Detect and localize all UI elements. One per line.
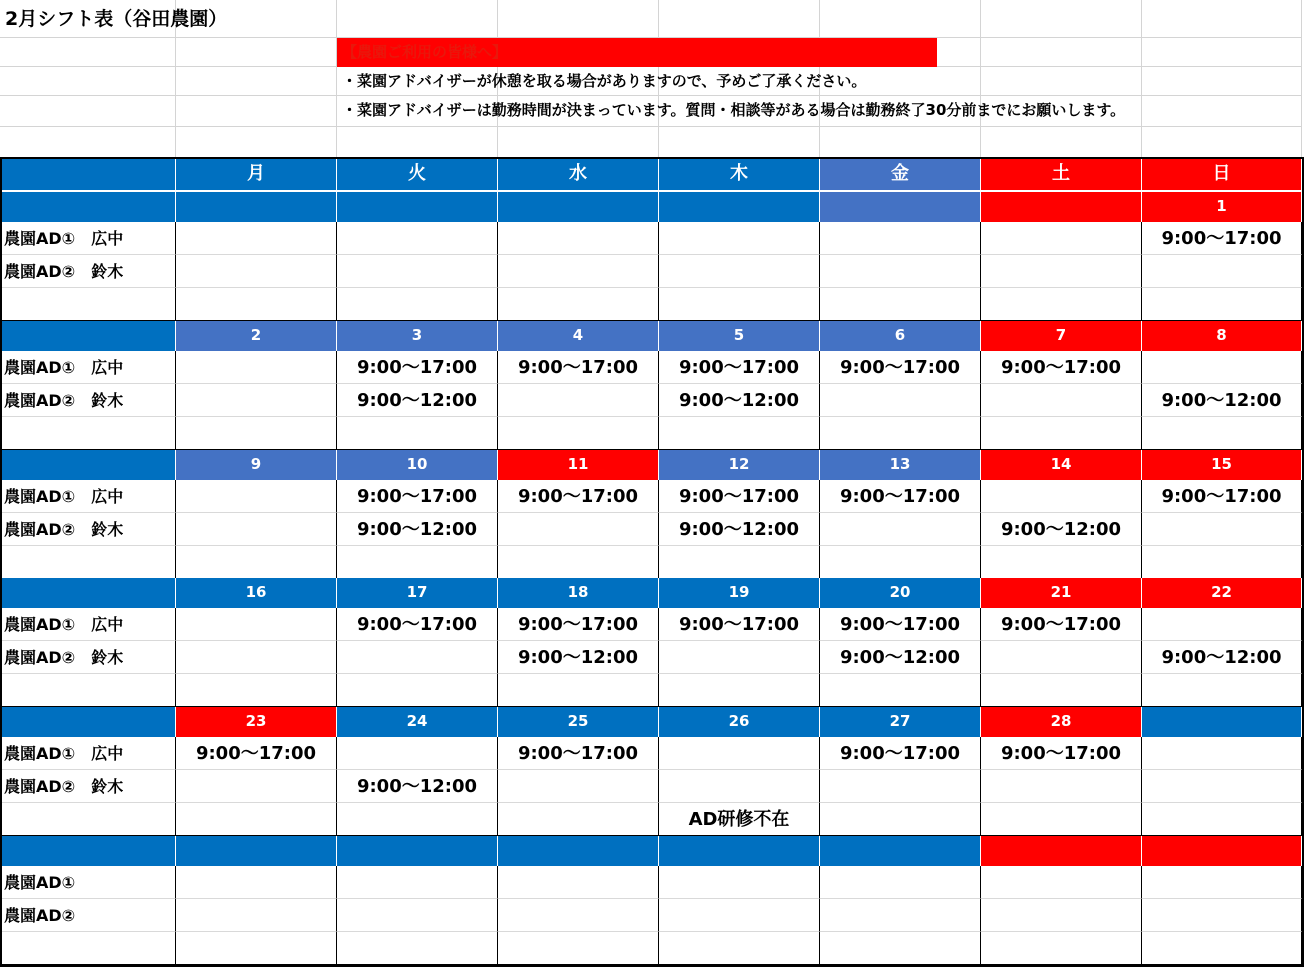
shift-cell[interactable] <box>820 770 981 803</box>
sheet-cell[interactable] <box>337 127 498 158</box>
staff-name[interactable]: 農園AD② 鈴木 <box>0 641 176 674</box>
shift-cell[interactable] <box>1142 737 1302 770</box>
shift-cell[interactable] <box>981 546 1142 579</box>
shift-cell[interactable] <box>498 770 659 803</box>
staff-name[interactable] <box>0 288 176 321</box>
staff-name[interactable] <box>0 417 176 450</box>
shift-cell[interactable] <box>498 222 659 255</box>
shift-cell[interactable] <box>659 866 820 899</box>
date-cell[interactable]: 22 <box>1142 578 1302 608</box>
shift-cell[interactable]: 9:00〜17:00 <box>498 351 659 384</box>
date-cell[interactable]: 24 <box>337 707 498 737</box>
date-cell[interactable]: 10 <box>337 450 498 480</box>
shift-cell[interactable]: 9:00〜17:00 <box>820 608 981 641</box>
shift-cell[interactable] <box>176 480 337 513</box>
shift-cell[interactable]: 9:00〜17:00 <box>498 737 659 770</box>
weekday-header: 火 <box>337 158 498 190</box>
shift-cell[interactable]: 9:00〜12:00 <box>820 641 981 674</box>
date-cell[interactable] <box>1142 836 1302 866</box>
shift-cell[interactable] <box>176 222 337 255</box>
shift-cell[interactable] <box>981 480 1142 513</box>
shift-cell[interactable] <box>176 641 337 674</box>
date-cell[interactable]: 11 <box>498 450 659 480</box>
shift-cell[interactable] <box>659 737 820 770</box>
shift-cell[interactable] <box>1142 899 1302 932</box>
shift-cell[interactable]: 9:00〜12:00 <box>337 384 498 417</box>
shift-cell[interactable] <box>498 255 659 288</box>
shift-cell[interactable] <box>337 803 498 836</box>
date-cell[interactable] <box>659 192 820 222</box>
staff-name[interactable] <box>0 803 176 836</box>
staff-name[interactable] <box>0 546 176 579</box>
shift-cell[interactable]: 9:00〜17:00 <box>820 351 981 384</box>
date-cell[interactable]: 9 <box>176 450 337 480</box>
shift-cell[interactable] <box>659 641 820 674</box>
date-cell[interactable] <box>820 836 981 866</box>
sheet-cell[interactable] <box>981 127 1142 158</box>
notice-line: ・菜園アドバイザーが休憩を取る場合がありますので、予めご了承ください。 <box>342 72 867 90</box>
shift-cell[interactable] <box>498 417 659 450</box>
shift-cell[interactable]: 9:00〜12:00 <box>337 513 498 546</box>
shift-cell[interactable] <box>1142 932 1302 965</box>
sheet-cell[interactable] <box>176 127 337 158</box>
shift-cell[interactable]: 9:00〜17:00 <box>820 480 981 513</box>
sheet-cell[interactable] <box>820 0 981 38</box>
shift-cell[interactable]: 9:00〜17:00 <box>981 608 1142 641</box>
shift-cell[interactable] <box>1142 770 1302 803</box>
date-cell[interactable]: 16 <box>176 578 337 608</box>
shift-cell[interactable] <box>820 417 981 450</box>
date-cell[interactable]: 1 <box>1142 192 1302 222</box>
date-row-label <box>0 578 176 608</box>
shift-cell[interactable] <box>176 932 337 965</box>
date-cell[interactable]: 2 <box>176 321 337 351</box>
date-cell[interactable]: 27 <box>820 707 981 737</box>
shift-cell[interactable]: 9:00〜12:00 <box>659 513 820 546</box>
shift-cell[interactable]: 9:00〜17:00 <box>981 737 1142 770</box>
date-row-label <box>0 321 176 351</box>
shift-cell[interactable] <box>981 417 1142 450</box>
shift-cell[interactable] <box>337 674 498 707</box>
sheet-cell[interactable] <box>820 127 981 158</box>
shift-cell[interactable] <box>176 384 337 417</box>
shift-cell[interactable] <box>820 932 981 965</box>
staff-name[interactable]: 農園AD② <box>0 899 176 932</box>
shift-cell[interactable] <box>820 255 981 288</box>
date-cell[interactable] <box>337 192 498 222</box>
weekday-header: 金 <box>820 158 981 190</box>
staff-name[interactable]: 農園AD② 鈴木 <box>0 255 176 288</box>
shift-cell[interactable] <box>820 288 981 321</box>
shift-cell[interactable] <box>498 513 659 546</box>
date-cell[interactable]: 4 <box>498 321 659 351</box>
date-cell[interactable] <box>820 192 981 222</box>
shift-cell[interactable] <box>820 222 981 255</box>
shift-cell[interactable]: 9:00〜17:00 <box>820 737 981 770</box>
weekday-header: 月 <box>176 158 337 190</box>
date-cell[interactable]: 19 <box>659 578 820 608</box>
shift-cell[interactable]: 9:00〜12:00 <box>981 513 1142 546</box>
shift-cell[interactable] <box>659 899 820 932</box>
shift-cell[interactable] <box>981 803 1142 836</box>
shift-cell[interactable] <box>498 866 659 899</box>
sheet-cell[interactable] <box>981 0 1142 38</box>
shift-cell[interactable] <box>981 770 1142 803</box>
weekday-header: 水 <box>498 158 659 190</box>
shift-cell[interactable] <box>981 384 1142 417</box>
shift-cell[interactable] <box>820 803 981 836</box>
sheet-cell[interactable] <box>0 67 176 96</box>
date-row-label <box>0 836 176 866</box>
date-cell[interactable]: 5 <box>659 321 820 351</box>
date-cell[interactable]: 21 <box>981 578 1142 608</box>
date-cell[interactable]: 23 <box>176 707 337 737</box>
date-row-label <box>0 192 176 222</box>
date-cell[interactable]: 20 <box>820 578 981 608</box>
shift-cell[interactable] <box>176 546 337 579</box>
shift-cell[interactable]: AD研修不在 <box>659 803 820 836</box>
date-cell[interactable]: 13 <box>820 450 981 480</box>
shift-cell[interactable]: 9:00〜17:00 <box>337 480 498 513</box>
staff-name[interactable]: 農園AD① 広中 <box>0 608 176 641</box>
shift-cell[interactable] <box>1142 674 1302 707</box>
shift-cell[interactable] <box>337 546 498 579</box>
shift-cell[interactable] <box>1142 803 1302 836</box>
shift-cell[interactable] <box>659 222 820 255</box>
date-cell[interactable]: 14 <box>981 450 1142 480</box>
shift-cell[interactable] <box>498 899 659 932</box>
page-title: 2月シフト表（谷田農園） <box>5 8 228 30</box>
staff-name[interactable]: 農園AD② 鈴木 <box>0 384 176 417</box>
date-cell[interactable]: 17 <box>337 578 498 608</box>
shift-cell[interactable] <box>176 803 337 836</box>
sheet-cell[interactable] <box>1142 127 1302 158</box>
shift-cell[interactable] <box>981 899 1142 932</box>
shift-cell[interactable] <box>659 932 820 965</box>
shift-cell[interactable] <box>981 674 1142 707</box>
shift-cell[interactable] <box>176 899 337 932</box>
date-cell[interactable] <box>1142 707 1302 737</box>
shift-cell[interactable] <box>659 288 820 321</box>
shift-cell[interactable]: 9:00〜17:00 <box>176 737 337 770</box>
shift-cell[interactable] <box>498 546 659 579</box>
weekday-header-blank <box>0 158 176 190</box>
notice-heading: 【農園ご利用の皆様へ】 <box>337 38 937 67</box>
shift-cell[interactable]: 9:00〜12:00 <box>498 641 659 674</box>
date-cell[interactable]: 28 <box>981 707 1142 737</box>
sheet-cell[interactable] <box>176 38 337 67</box>
shift-cell[interactable] <box>176 513 337 546</box>
sheet-cell[interactable] <box>0 38 176 67</box>
shift-cell[interactable] <box>176 608 337 641</box>
shift-cell[interactable] <box>337 737 498 770</box>
sheet-cell[interactable] <box>176 96 337 127</box>
sheet-cell[interactable] <box>1142 0 1302 38</box>
shift-cell[interactable]: 9:00〜17:00 <box>659 480 820 513</box>
shift-cell[interactable] <box>1142 417 1302 450</box>
staff-name[interactable]: 農園AD① <box>0 866 176 899</box>
shift-cell[interactable] <box>1142 288 1302 321</box>
shift-cell[interactable]: 9:00〜17:00 <box>1142 222 1302 255</box>
shift-cell[interactable]: 9:00〜12:00 <box>659 384 820 417</box>
shift-cell[interactable] <box>498 932 659 965</box>
shift-cell[interactable]: 9:00〜17:00 <box>659 351 820 384</box>
shift-cell[interactable] <box>176 288 337 321</box>
sheet-cell[interactable] <box>659 127 820 158</box>
shift-cell[interactable] <box>176 674 337 707</box>
staff-name[interactable]: 農園AD① 広中 <box>0 351 176 384</box>
shift-cell[interactable] <box>659 546 820 579</box>
date-cell[interactable]: 26 <box>659 707 820 737</box>
weekday-header: 木 <box>659 158 820 190</box>
staff-name[interactable] <box>0 674 176 707</box>
staff-name[interactable] <box>0 932 176 965</box>
shift-cell[interactable] <box>1142 351 1302 384</box>
shift-cell[interactable]: 9:00〜17:00 <box>498 480 659 513</box>
shift-cell[interactable] <box>498 288 659 321</box>
shift-cell[interactable] <box>498 384 659 417</box>
notice-line: ・菜園アドバイザーは勤務時間が決まっています。質問・相談等がある場合は勤務終了30分前までにお願いします。 <box>342 101 1126 119</box>
date-cell[interactable]: 15 <box>1142 450 1302 480</box>
shift-cell[interactable]: 9:00〜12:00 <box>1142 384 1302 417</box>
shift-cell[interactable] <box>176 770 337 803</box>
shift-cell[interactable] <box>820 513 981 546</box>
date-row-label <box>0 707 176 737</box>
shift-cell[interactable]: 9:00〜17:00 <box>337 351 498 384</box>
date-cell[interactable]: 6 <box>820 321 981 351</box>
sheet-cell[interactable] <box>0 127 176 158</box>
shift-cell[interactable] <box>176 417 337 450</box>
shift-cell[interactable] <box>981 288 1142 321</box>
shift-cell[interactable]: 9:00〜17:00 <box>1142 480 1302 513</box>
shift-cell[interactable] <box>659 770 820 803</box>
shift-cell[interactable] <box>1142 608 1302 641</box>
sheet-cell[interactable] <box>498 127 659 158</box>
shift-cell[interactable] <box>820 384 981 417</box>
shift-cell[interactable] <box>1142 255 1302 288</box>
shift-cell[interactable]: 9:00〜17:00 <box>498 608 659 641</box>
date-cell[interactable]: 18 <box>498 578 659 608</box>
date-cell[interactable] <box>498 192 659 222</box>
shift-cell[interactable] <box>820 866 981 899</box>
date-cell[interactable]: 12 <box>659 450 820 480</box>
shift-cell[interactable] <box>337 288 498 321</box>
shift-cell[interactable] <box>176 866 337 899</box>
shift-cell[interactable] <box>981 222 1142 255</box>
date-cell[interactable]: 3 <box>337 321 498 351</box>
shift-cell[interactable] <box>659 255 820 288</box>
date-cell[interactable]: 8 <box>1142 321 1302 351</box>
date-row-label <box>0 450 176 480</box>
shift-cell[interactable] <box>1142 513 1302 546</box>
shift-cell[interactable] <box>337 866 498 899</box>
shift-cell[interactable] <box>1142 546 1302 579</box>
staff-name[interactable]: 農園AD② 鈴木 <box>0 770 176 803</box>
sheet-cell[interactable] <box>0 96 176 127</box>
shift-cell[interactable]: 9:00〜12:00 <box>337 770 498 803</box>
shift-cell[interactable] <box>820 899 981 932</box>
sheet-cell[interactable] <box>1142 38 1302 67</box>
shift-cell[interactable] <box>337 417 498 450</box>
shift-cell[interactable] <box>176 255 337 288</box>
staff-name[interactable]: 農園AD① 広中 <box>0 222 176 255</box>
shift-cell[interactable] <box>981 932 1142 965</box>
shift-cell[interactable] <box>337 641 498 674</box>
date-cell[interactable]: 25 <box>498 707 659 737</box>
date-cell[interactable] <box>659 836 820 866</box>
shift-cell[interactable] <box>498 803 659 836</box>
shift-cell[interactable] <box>337 255 498 288</box>
shift-cell[interactable] <box>981 866 1142 899</box>
shift-cell[interactable] <box>498 674 659 707</box>
date-cell[interactable]: 7 <box>981 321 1142 351</box>
shift-cell[interactable] <box>337 222 498 255</box>
staff-name[interactable]: 農園AD② 鈴木 <box>0 513 176 546</box>
shift-cell[interactable] <box>659 674 820 707</box>
weekday-header: 土 <box>981 158 1142 190</box>
date-cell[interactable] <box>981 836 1142 866</box>
shift-cell[interactable] <box>337 932 498 965</box>
date-cell[interactable] <box>337 836 498 866</box>
shift-cell[interactable]: 9:00〜17:00 <box>337 608 498 641</box>
shift-cell[interactable]: 9:00〜12:00 <box>1142 641 1302 674</box>
date-cell[interactable] <box>981 192 1142 222</box>
shift-cell[interactable] <box>820 674 981 707</box>
shift-cell[interactable]: 9:00〜17:00 <box>659 608 820 641</box>
shift-cell[interactable] <box>337 899 498 932</box>
shift-cell[interactable] <box>820 546 981 579</box>
shift-cell[interactable] <box>1142 866 1302 899</box>
sheet-cell[interactable] <box>981 38 1142 67</box>
date-cell[interactable] <box>176 192 337 222</box>
date-cell[interactable] <box>176 836 337 866</box>
shift-cell[interactable] <box>981 641 1142 674</box>
staff-name[interactable]: 農園AD① 広中 <box>0 480 176 513</box>
date-cell[interactable] <box>498 836 659 866</box>
shift-cell[interactable]: 9:00〜17:00 <box>981 351 1142 384</box>
shift-cell[interactable] <box>176 351 337 384</box>
staff-name[interactable]: 農園AD① 広中 <box>0 737 176 770</box>
sheet-cell[interactable] <box>176 67 337 96</box>
shift-cell[interactable] <box>659 417 820 450</box>
shift-cell[interactable] <box>981 255 1142 288</box>
weekday-header: 日 <box>1142 158 1302 190</box>
